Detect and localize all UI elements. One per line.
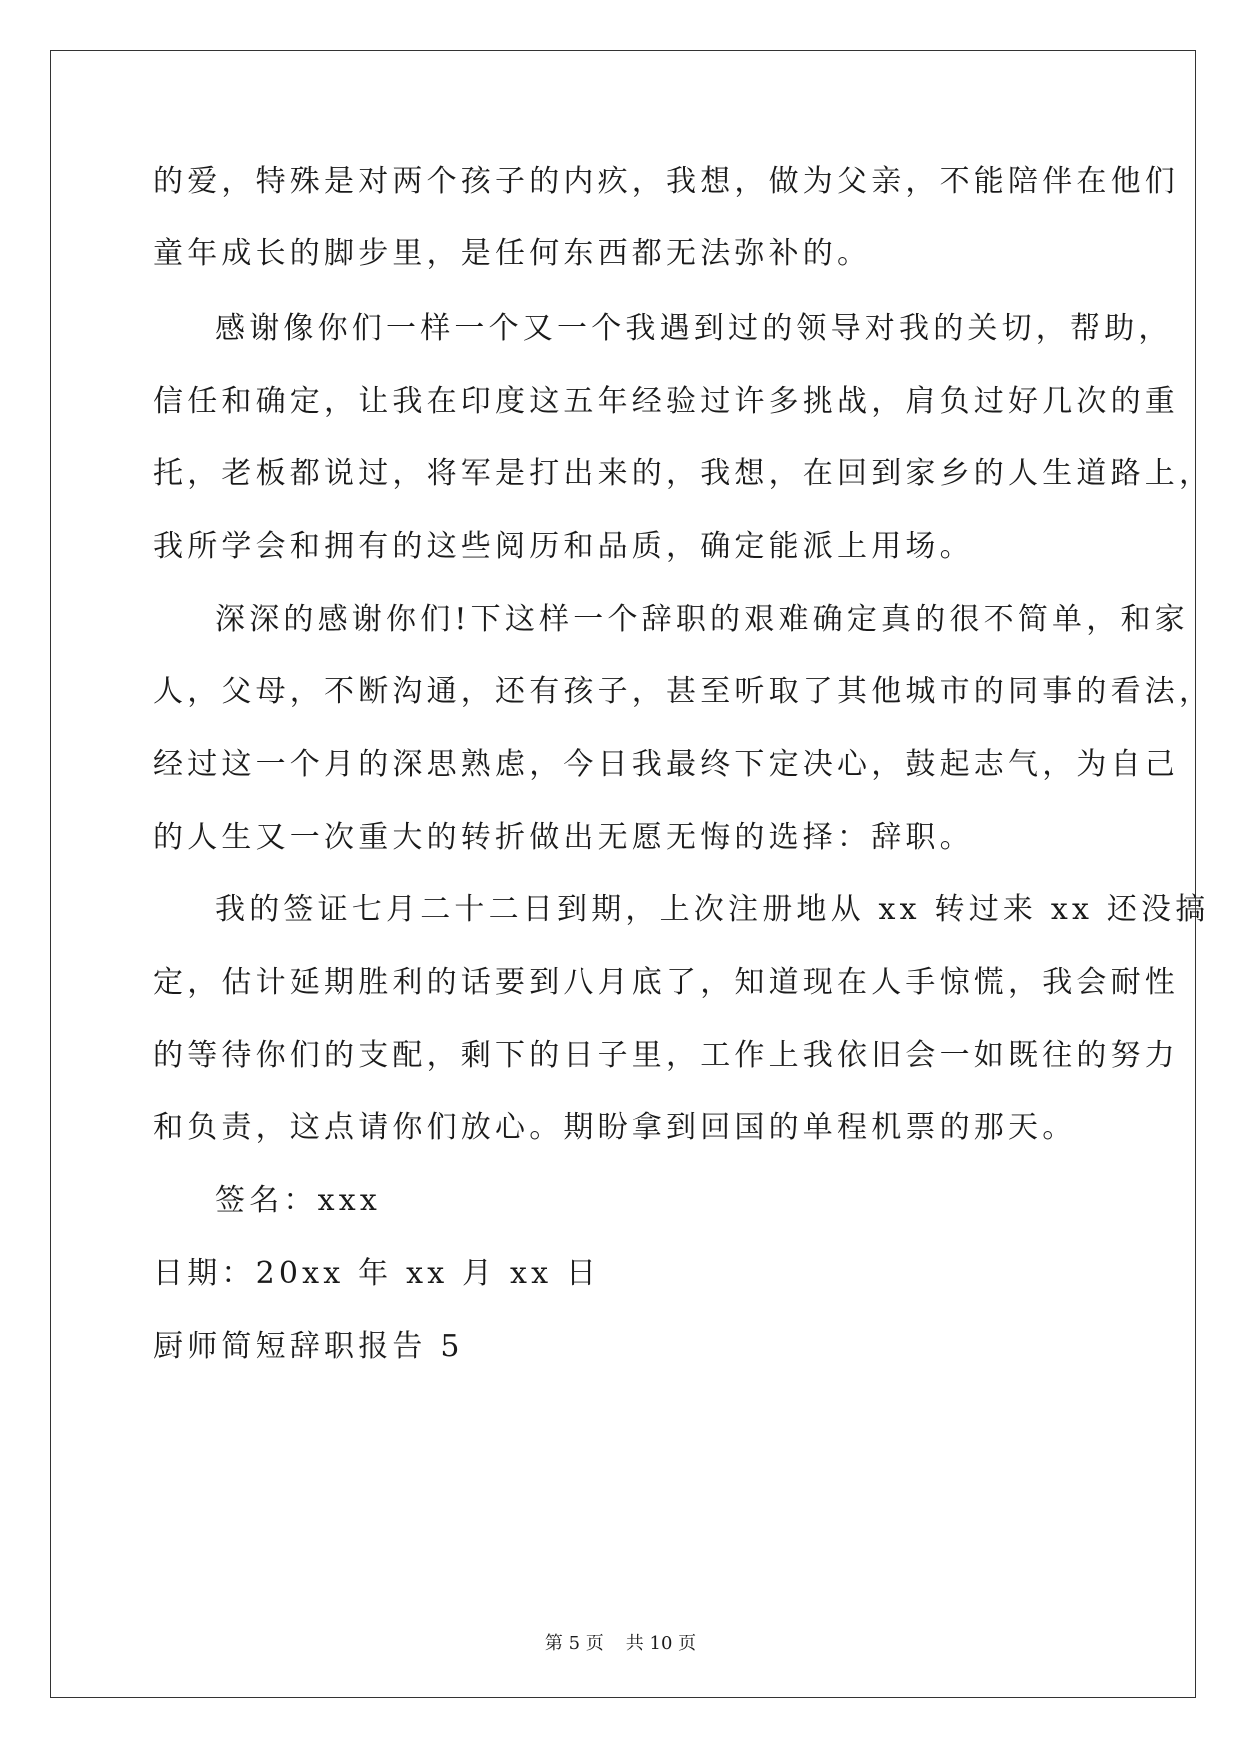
text-line: 托，老板都说过，将军是打出来的，我想，在回到家乡的人生道路上， (153, 456, 1214, 491)
page-number-total: 共 10 页 (625, 1633, 697, 1654)
text-line: 人，父母，不断沟通，还有孩子，甚至听取了其他城市的同事的看法， (153, 674, 1214, 709)
text-line: 经过这一个月的深思熟虑，今日我最终下定决心，鼓起志气，为自己 (153, 747, 1179, 782)
text-line: 定，估计延期胜利的话要到八月底了，知道现在人手惊慌，我会耐性 (153, 965, 1179, 1000)
page-border (50, 50, 1196, 1698)
text-line: 童年成长的脚步里，是任何东西都无法弥补的。 (153, 236, 872, 271)
text-line: 我所学会和拥有的这些阅历和品质，确定能派上用场。 (153, 529, 974, 564)
text-line: 的人生又一次重大的转折做出无愿无悔的选择：辞职。 (153, 820, 974, 855)
signature-line: 签名：xxx (215, 1183, 381, 1218)
paragraph-start-line: 我的签证七月二十二日到期，上次注册地从 xx 转过来 xx 还没搞 (215, 892, 1210, 927)
page-footer (0, 1632, 1241, 1656)
date-line: 日期：20xx 年 xx 月 xx 日 (153, 1256, 601, 1291)
text-line: 的爱，特殊是对两个孩子的内疚，我想，做为父亲，不能陪伴在他们 (153, 164, 1179, 199)
section-heading: 厨师简短辞职报告 5 (153, 1329, 464, 1364)
text-line: 信任和确定，让我在印度这五年经验过许多挑战，肩负过好几次的重 (153, 384, 1179, 419)
page-number-current: 第 5 页 (544, 1633, 604, 1654)
paragraph-start-line: 深深的感谢你们!下这样一个辞职的艰难确定真的很不简单，和家 (215, 602, 1189, 637)
text-line: 和负责，这点请你们放心。期盼拿到回国的单程机票的那天。 (153, 1110, 1077, 1145)
text-line: 的等待你们的支配，剩下的日子里，工作上我依旧会一如既往的努力 (153, 1038, 1179, 1073)
paragraph-start-line: 感谢像你们一样一个又一个我遇到过的领导对我的关切，帮助， (215, 311, 1173, 346)
